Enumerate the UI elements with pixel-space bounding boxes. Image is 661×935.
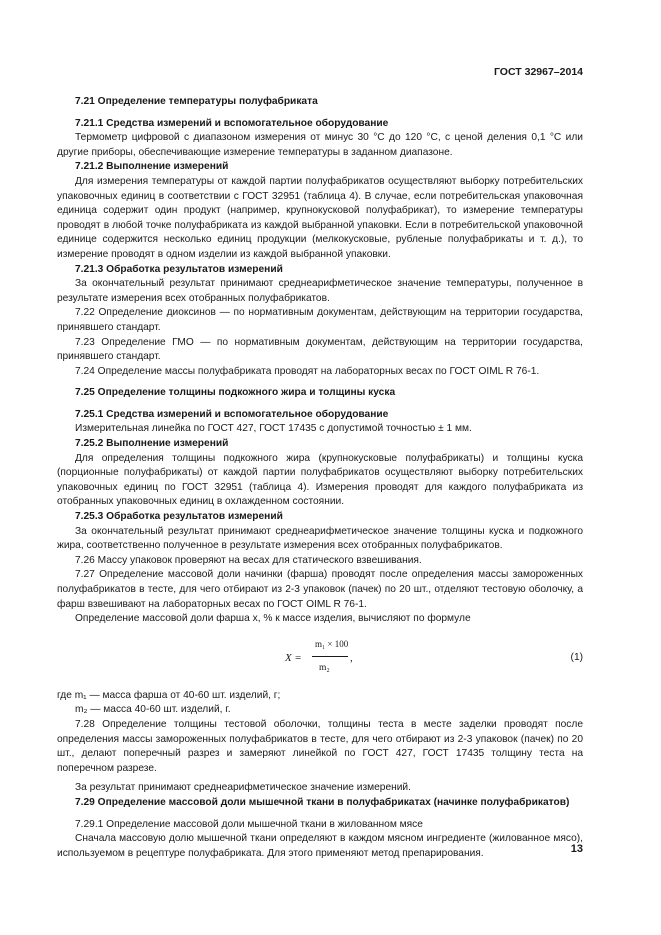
- paragraph-7-21-3: За окончательный результат принимают среднеарифметическое значение температуры, полученное в результате измерения всех отобранных полуфабрикатов.: [57, 278, 583, 304]
- formula-where-2: m₂ — масса 40-60 шт. изделий, г.: [75, 704, 231, 716]
- subsection-heading-7-25-2: 7.25.2 Выполнение измерений: [75, 438, 229, 450]
- paragraph-7-25-2: Для определения толщины подкожного жира (крупнокусковые полуфабрикаты) и толщины куска (порционные полуфабрикаты) от каждой партии полуфабрикатов осуществляют выборку потребительских упаковочных единиц по ГОСТ 32951 (таблица 4). Измерения проводят для каждого полуфабриката из отобранных упаковочных единиц в охлажденном состоянии.: [57, 452, 583, 508]
- paragraph-7-27: 7.27 Определение массовой доли начинки (фарша) проводят после определения массы замороженных полуфабрикатов в тесте, для чего отбирают из 2-3 упаковок (пачек) по 20 шт., отделяют тестовую оболочку, а фарш взвешивают на лабораторных весах по ГОСТ OIML R 76-1.: [57, 569, 583, 610]
- fraction-bar: [312, 656, 348, 657]
- paragraph-7-22: 7.22 Определение диоксинов — по нормативным документам, действующим на территории государства, принявшего стандарт.: [57, 307, 583, 333]
- paragraph-7-21-2: Для измерения температуры от каждой партии полуфабрикатов осуществляют выборку потребительских упаковочных единиц в соответствии с ГОСТ 32951 (таблица 4). В случае, если потребительская упаковочная единица содержит один продукт (например, крупнокусковой полуфабрикат), то измерение температуры проводят в любой точке полуфабриката из каждой выбранной упаковки. Если в потребительской упаковочной единице содержится несколько единиц продукции (мелкокусковые, рубленые полуфабрикаты и т. д.), то измерение проводят в одном изделии из каждой выбранной упаковки.: [57, 175, 583, 260]
- section-heading-7-25: 7.25 Определение толщины подкожного жира и толщины куска: [75, 387, 396, 399]
- paragraph-7-21-1: Термометр цифровой с диапазоном измерения от минус 30 °С до 120 °С, с ценой деления 0,1 °С или другие приборы, обеспечивающие измерение температуры в заданном диапазоне.: [57, 132, 583, 158]
- formula-denominator: m₂: [319, 662, 330, 673]
- subsection-heading-7-25-3: 7.25.3 Обработка результатов измерений: [75, 511, 283, 523]
- page-number: 13: [570, 843, 583, 855]
- subsection-heading-7-21-1: 7.21.1 Средства измерений и вспомогательное оборудование: [75, 117, 389, 129]
- paragraph-7-28: 7.28 Определение толщины тестовой оболочки, толщины теста в месте заделки проводят после определения массы замороженных полуфабрикатов в тесте, для чего отбирают из 2-3 упаковок (пачек) по 20 шт., делают поперечный разрез и замеряют линейкой по ГОСТ 427, ГОСТ 17435 толщину теста на поперечном разрезе.: [57, 718, 583, 774]
- formula-where-1: где m₁ — масса фарша от 40-60 шт. изделий, г;: [57, 689, 281, 701]
- document-body: [57, 95, 583, 861]
- formula-numerator: m₁ × 100: [315, 638, 349, 649]
- paragraph-7-29-1: 7.29.1 Определение массовой доли мышечной ткани в жилованном мясе: [75, 818, 423, 830]
- document-header: ГОСТ 32967–2014: [493, 66, 583, 78]
- paragraph-7-23: 7.23 Определение ГМО — по нормативным документам, действующим на территории государства, принявшего стандарт.: [57, 336, 583, 363]
- paragraph-7-28-result: За результат принимают среднеарифметическое значение измерений.: [75, 782, 411, 794]
- paragraph-7-24: 7.24 Определение массы полуфабриката проводят на лабораторных весах по ГОСТ OIML R 76-1.: [75, 365, 540, 377]
- subsection-heading-7-21-2: 7.21.2 Выполнение измерений: [75, 161, 229, 173]
- formula-lhs: X: [285, 651, 292, 664]
- formula-equals: =: [295, 651, 302, 664]
- formula-comma: ,: [350, 651, 353, 664]
- formula-1: [57, 635, 583, 681]
- section-heading-7-21: 7.21 Определение температуры полуфабриката: [75, 96, 318, 107]
- paragraph-7-26: 7.26 Массу упаковок проверяют на весах для статического взвешивания.: [75, 554, 422, 566]
- paragraph-7-25-1: Измерительная линейка по ГОСТ 427, ГОСТ 17435 с допустимой точностью ± 1 мм.: [75, 423, 472, 435]
- subsection-heading-7-21-3: 7.21.3 Обработка результатов измерений: [75, 263, 283, 275]
- paragraph-7-25-3: За окончательный результат принимают среднеарифметическое значение толщины куска и подкожного жира, соответственно полученное в результате измерения всех отобранных полуфабрикатов.: [57, 525, 583, 552]
- formula-intro: Определение массовой доли фарша x, % к массе изделия, вычисляют по формуле: [75, 613, 471, 625]
- formula-number: (1): [570, 651, 583, 663]
- paragraph-7-29-1-body: Сначала массовую долю мышечной ткани определяют в каждом мясном ингредиенте (жилованное мясо), используемом в рецептуре полуфабриката. Для этого применяют метод препарирования.: [57, 833, 583, 859]
- subsection-heading-7-25-1: 7.25.1 Средства измерений и вспомогательное оборудование: [75, 408, 389, 420]
- section-heading-7-29: 7.29 Определение массовой доли мышечной ткани в полуфабрикатах (начинке полуфабрикатов): [75, 796, 570, 808]
